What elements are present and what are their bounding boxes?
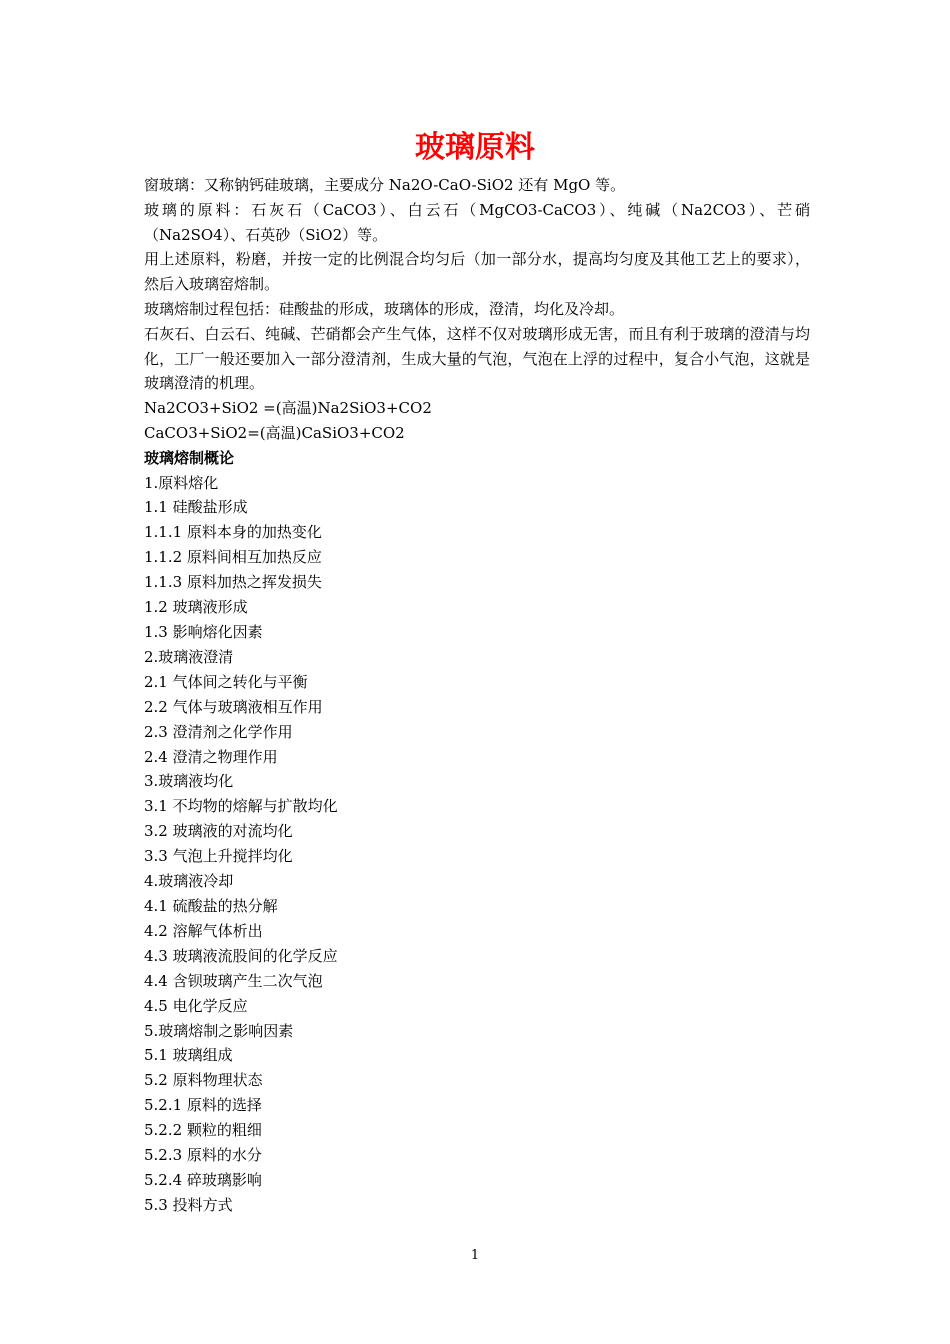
outline-item: 3.3 气泡上升搅拌均化 bbox=[144, 847, 293, 866]
outline-item: 4.玻璃液冷却 bbox=[144, 872, 234, 891]
outline-item: 5.2.2 颗粒的粗细 bbox=[144, 1121, 262, 1140]
outline-item: 1.2 玻璃液形成 bbox=[144, 598, 248, 617]
outline-item: 5.2 原料物理状态 bbox=[144, 1071, 263, 1090]
outline-item: 1.1.2 原料间相互加热反应 bbox=[144, 548, 322, 567]
equation-calcium-silicate: CaCO3+SiO2=(高温)CaSiO3+CO2 bbox=[144, 423, 405, 442]
outline-item: 2.3 澄清剂之化学作用 bbox=[144, 722, 293, 741]
outline-item: 4.1 硫酸盐的热分解 bbox=[144, 896, 278, 915]
paragraph-fining-mechanism: 石灰石、白云石、纯碱、芒硝都会产生气体，这样不仅对玻璃形成无害，而且有利于玻璃的澄清与均化，工厂一般还要加入一部分澄清剂，生成大量的气泡，气泡在上浮的过程中，复合小气泡，这就是玻璃澄清的机理。 bbox=[144, 324, 810, 393]
paragraph-raw-materials: 玻璃的原料：石灰石（CaCO3）、白云石（MgCO3-CaCO3）、纯碱（Na2CO3）、芒硝（Na2SO4）、石英砂（SiO2）等。 bbox=[144, 200, 810, 244]
document-body bbox=[144, 173, 810, 1218]
outline-item: 3.2 玻璃液的对流均化 bbox=[144, 822, 293, 841]
paragraph-window-glass: 窗玻璃：又称钠钙硅玻璃，主要成分 Na2O-CaO-SiO2 还有 MgO 等。 bbox=[144, 176, 626, 194]
page-number: 1 bbox=[470, 1248, 480, 1263]
outline-item: 5.3 投料方式 bbox=[144, 1195, 233, 1214]
outline-item: 1.1 硅酸盐形成 bbox=[144, 498, 248, 517]
outline-item: 5.2.3 原料的水分 bbox=[144, 1146, 262, 1165]
outline-item: 2.玻璃液澄清 bbox=[144, 647, 234, 666]
outline-item: 4.4 含钡玻璃产生二次气泡 bbox=[144, 971, 323, 990]
outline-item: 5.2.1 原料的选择 bbox=[144, 1096, 262, 1115]
outline-item: 5.1 玻璃组成 bbox=[144, 1046, 233, 1065]
outline-item: 4.3 玻璃液流股间的化学反应 bbox=[144, 946, 338, 965]
outline-item: 4.5 电化学反应 bbox=[144, 996, 248, 1015]
equation-sodium-silicate: Na2CO3+SiO2 =(高温)Na2SiO3+CO2 bbox=[144, 399, 432, 418]
outline-item: 1.1.1 原料本身的加热变化 bbox=[144, 523, 322, 542]
outline-item: 2.1 气体间之转化与平衡 bbox=[144, 672, 308, 691]
outline-item: 1.3 影响熔化因素 bbox=[144, 623, 263, 641]
outline-item: 3.玻璃液均化 bbox=[144, 772, 234, 791]
outline-item: 2.2 气体与玻璃液相互作用 bbox=[144, 697, 323, 716]
outline-item: 5.玻璃熔制之影响因素 bbox=[144, 1021, 294, 1040]
outline-item: 2.4 澄清之物理作用 bbox=[144, 747, 278, 766]
section-heading: 玻璃熔制概论 bbox=[144, 448, 235, 467]
outline-item: 3.1 不均物的熔解与扩散均化 bbox=[144, 797, 338, 816]
outline-list bbox=[144, 471, 810, 1218]
outline-item: 1.1.3 原料加热之挥发损失 bbox=[144, 573, 322, 592]
outline-item: 5.2.4 碎玻璃影响 bbox=[144, 1170, 262, 1189]
outline-item: 4.2 溶解气体析出 bbox=[144, 921, 263, 940]
document-title: 玻璃原料 bbox=[415, 130, 535, 165]
outline-item: 1.原料熔化 bbox=[144, 473, 219, 492]
paragraph-melting-stages: 玻璃熔制过程包括：硅酸盐的形成，玻璃体的形成，澄清，均化及冷却。 bbox=[144, 299, 625, 318]
paragraph-process: 用上述原料，粉磨，并按一定的比例混合均匀后（加一部分水，提高均匀度及其他工艺上的要求），然后入玻璃窑熔制。 bbox=[144, 250, 810, 294]
